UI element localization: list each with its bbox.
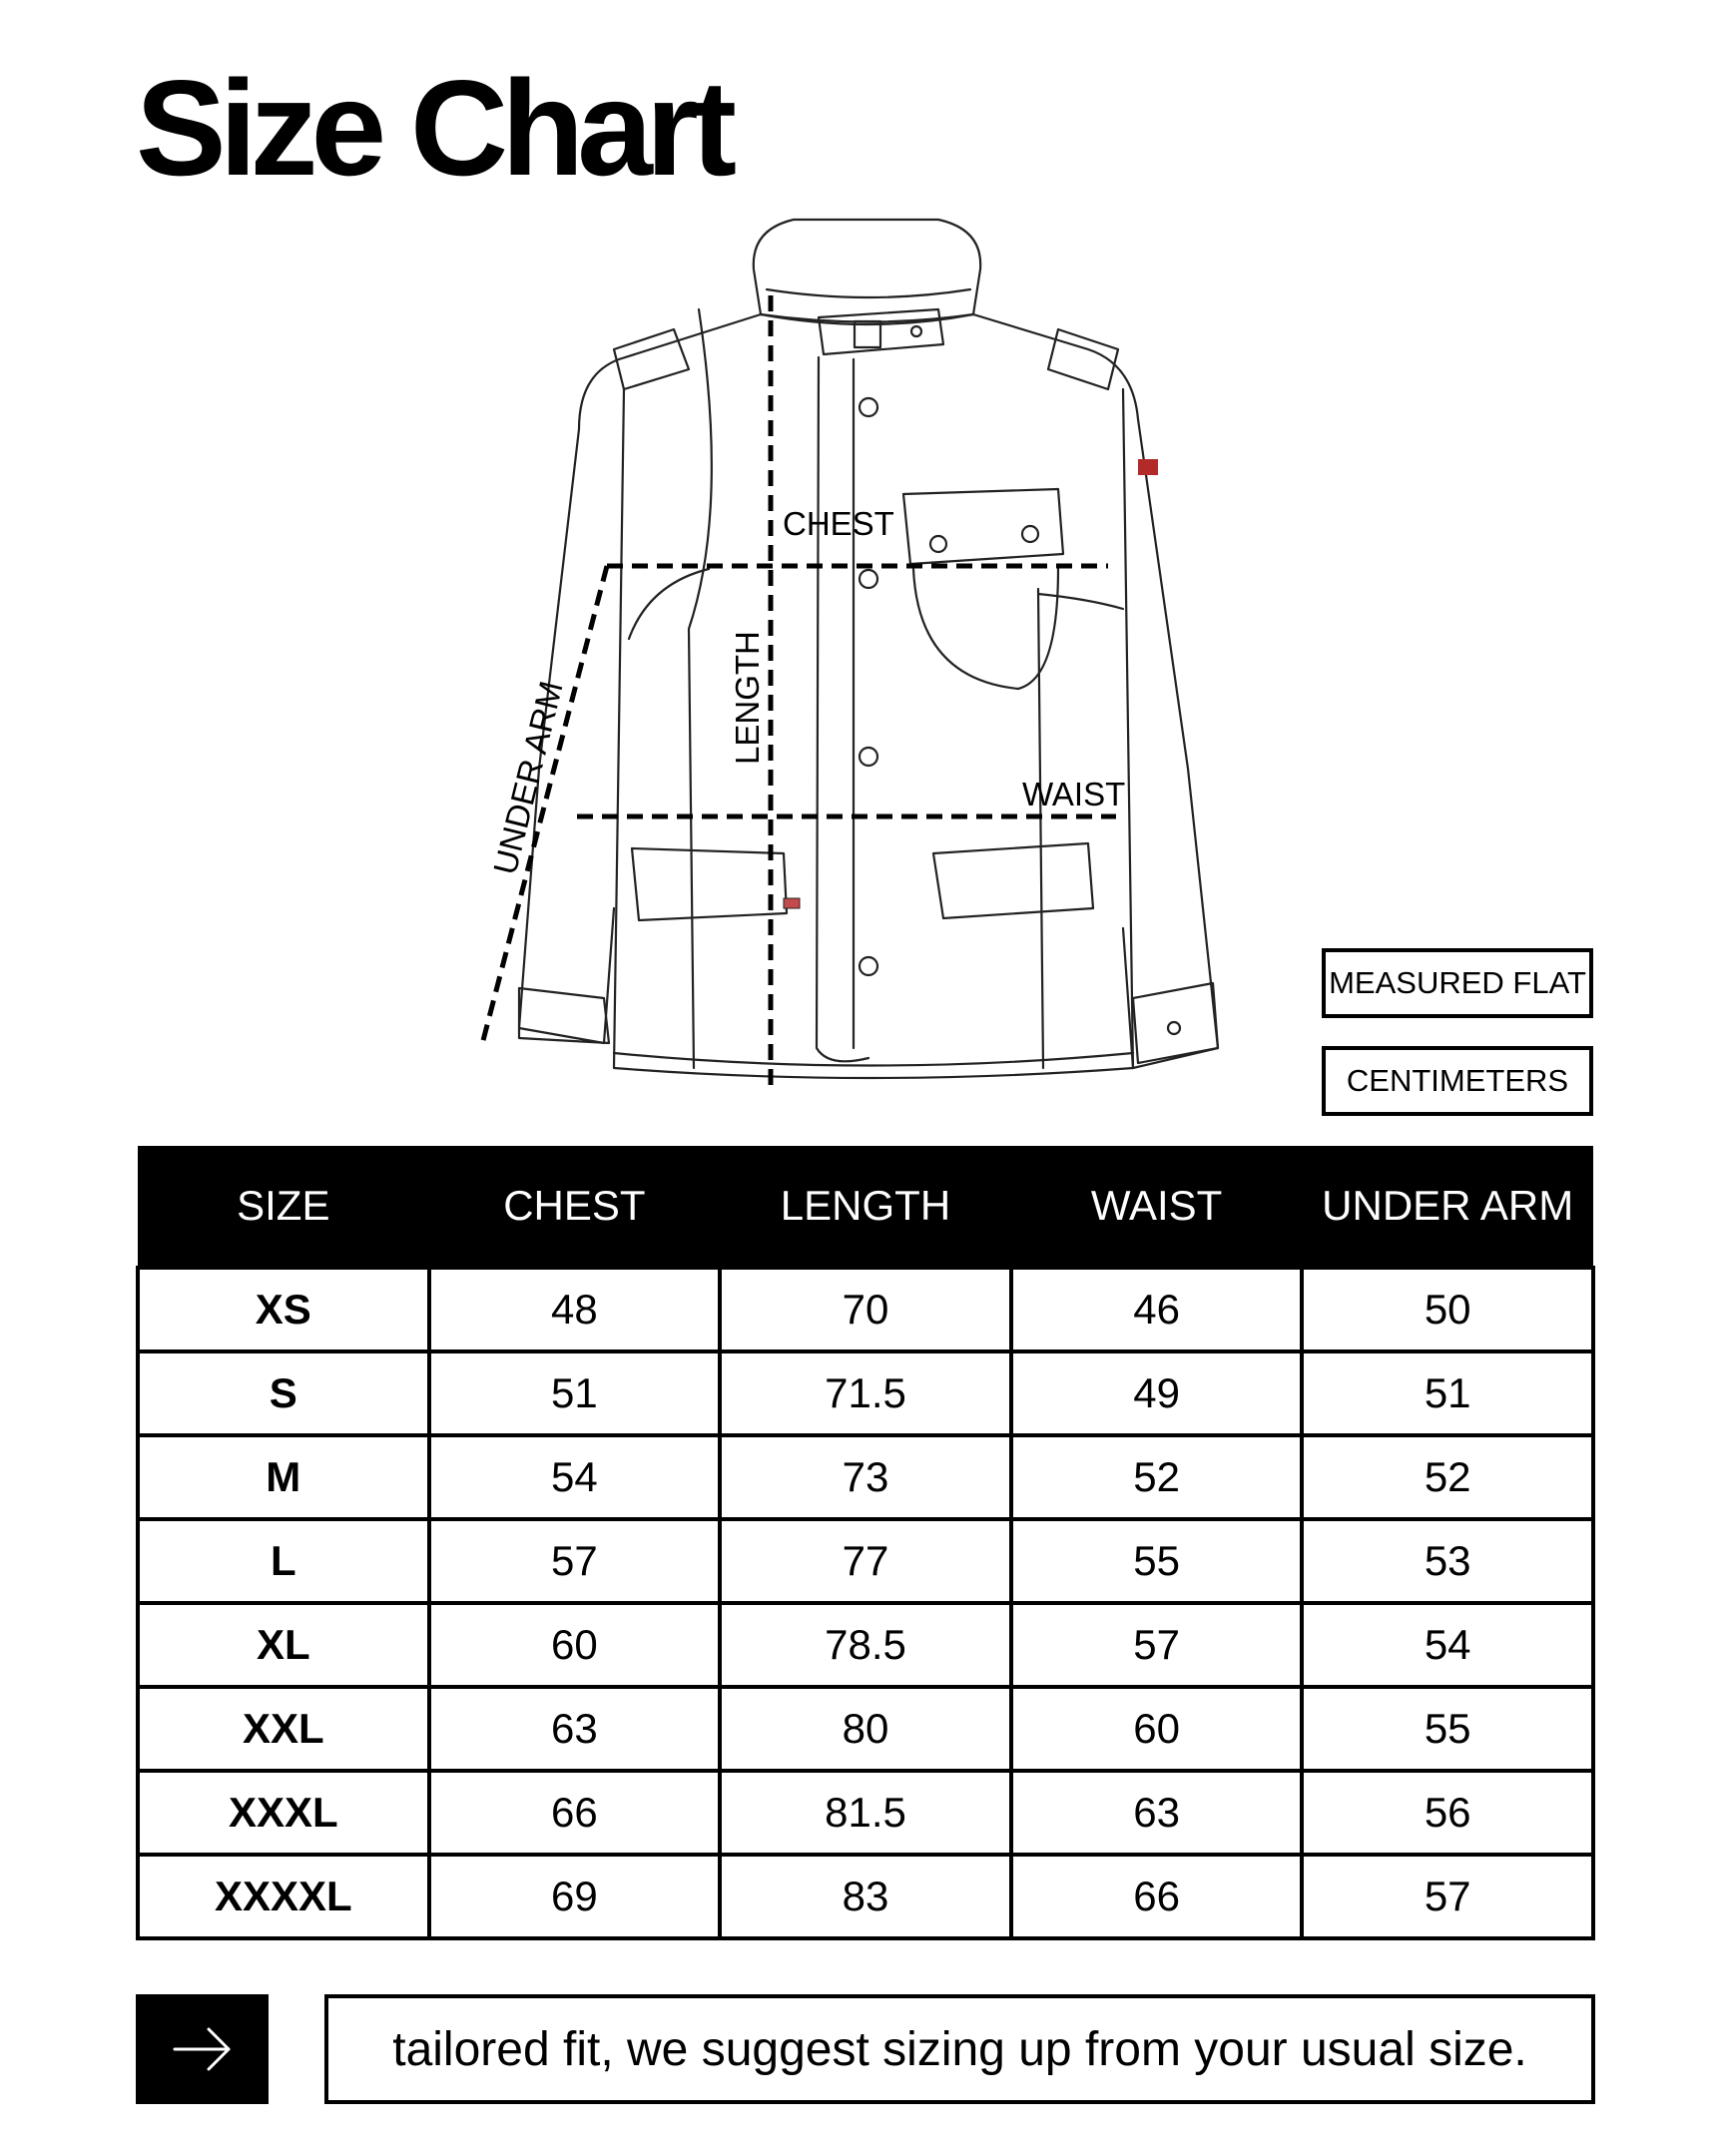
jacket-diagram [399,210,1298,1108]
length-cell: 78.5 [720,1603,1011,1687]
waist-cell: 46 [1011,1268,1303,1351]
collar [754,220,980,322]
header-length: LENGTH [720,1146,1011,1268]
size-cell: L [138,1519,429,1603]
page-title: Size Chart [136,52,731,204]
length-cell: 70 [720,1268,1011,1351]
table-row [138,1687,1593,1771]
waist-cell: 55 [1011,1519,1303,1603]
chest-pocket [903,489,1063,564]
table-row [138,1603,1593,1687]
left-sleeve-outline [519,314,761,1043]
length-cell: 71.5 [720,1351,1011,1435]
chest-cell: 66 [429,1771,721,1855]
header-size: SIZE [138,1146,429,1268]
header-waist: WAIST [1011,1146,1303,1268]
left-pocket [632,848,787,920]
waist-cell: 60 [1011,1687,1303,1771]
header-under-arm: UNDER ARM [1302,1146,1593,1268]
flag-label [784,898,800,908]
table-header-row [138,1146,1593,1268]
under-arm-cell: 51 [1302,1351,1593,1435]
measured-flat-tag: MEASURED FLAT [1322,948,1593,1018]
length-cell: 73 [720,1435,1011,1519]
header-chest: CHEST [429,1146,721,1268]
chest-cell: 48 [429,1268,721,1351]
table-row [138,1351,1593,1435]
sleeve-badge [1138,459,1158,475]
length-cell: 80 [720,1687,1011,1771]
length-cell: 77 [720,1519,1011,1603]
chest-cell: 51 [429,1351,721,1435]
under-arm-label: UNDER ARM [485,677,570,878]
length-cell: 81.5 [720,1771,1011,1855]
chest-cell: 60 [429,1603,721,1687]
left-cuff [519,988,609,1043]
under-arm-cell: 57 [1302,1855,1593,1938]
waist-cell: 63 [1011,1771,1303,1855]
right-pocket [933,843,1093,918]
under-arm-cell: 53 [1302,1519,1593,1603]
size-cell: XXXXL [138,1855,429,1938]
table-row [138,1435,1593,1519]
arrow-button[interactable] [136,1994,269,2104]
jacket-illustration [399,210,1298,1108]
chest-cell: 54 [429,1435,721,1519]
waist-label: WAIST [1022,776,1126,812]
size-cell: S [138,1351,429,1435]
arrow-right-icon [171,2024,235,2074]
under-arm-cell: 54 [1302,1603,1593,1687]
right-sleeve-outline [973,314,1218,1068]
waist-cell: 66 [1011,1855,1303,1938]
under-arm-cell: 52 [1302,1435,1593,1519]
under-arm-cell: 56 [1302,1771,1593,1855]
units-tag: CENTIMETERS [1322,1046,1593,1116]
fit-note: tailored fit, we suggest sizing up from your usual size. [324,1994,1595,2104]
waist-cell: 57 [1011,1603,1303,1687]
size-table [136,1146,1595,1940]
under-arm-cell: 55 [1302,1687,1593,1771]
under-arm-line [481,566,607,1048]
table-row [138,1855,1593,1938]
left-epaulette [614,329,689,389]
chest-cell: 57 [429,1519,721,1603]
chest-cell: 63 [429,1687,721,1771]
chest-label: CHEST [783,505,894,542]
size-cell: XXXL [138,1771,429,1855]
waist-cell: 52 [1011,1435,1303,1519]
size-cell: XXL [138,1687,429,1771]
table-row [138,1771,1593,1855]
chest-cell: 69 [429,1855,721,1938]
size-cell: M [138,1435,429,1519]
length-label: LENGTH [729,631,766,765]
table-row [138,1519,1593,1603]
table-row [138,1268,1593,1351]
size-cell: XL [138,1603,429,1687]
size-cell: XS [138,1268,429,1351]
waist-cell: 49 [1011,1351,1303,1435]
under-arm-cell: 50 [1302,1268,1593,1351]
length-cell: 83 [720,1855,1011,1938]
